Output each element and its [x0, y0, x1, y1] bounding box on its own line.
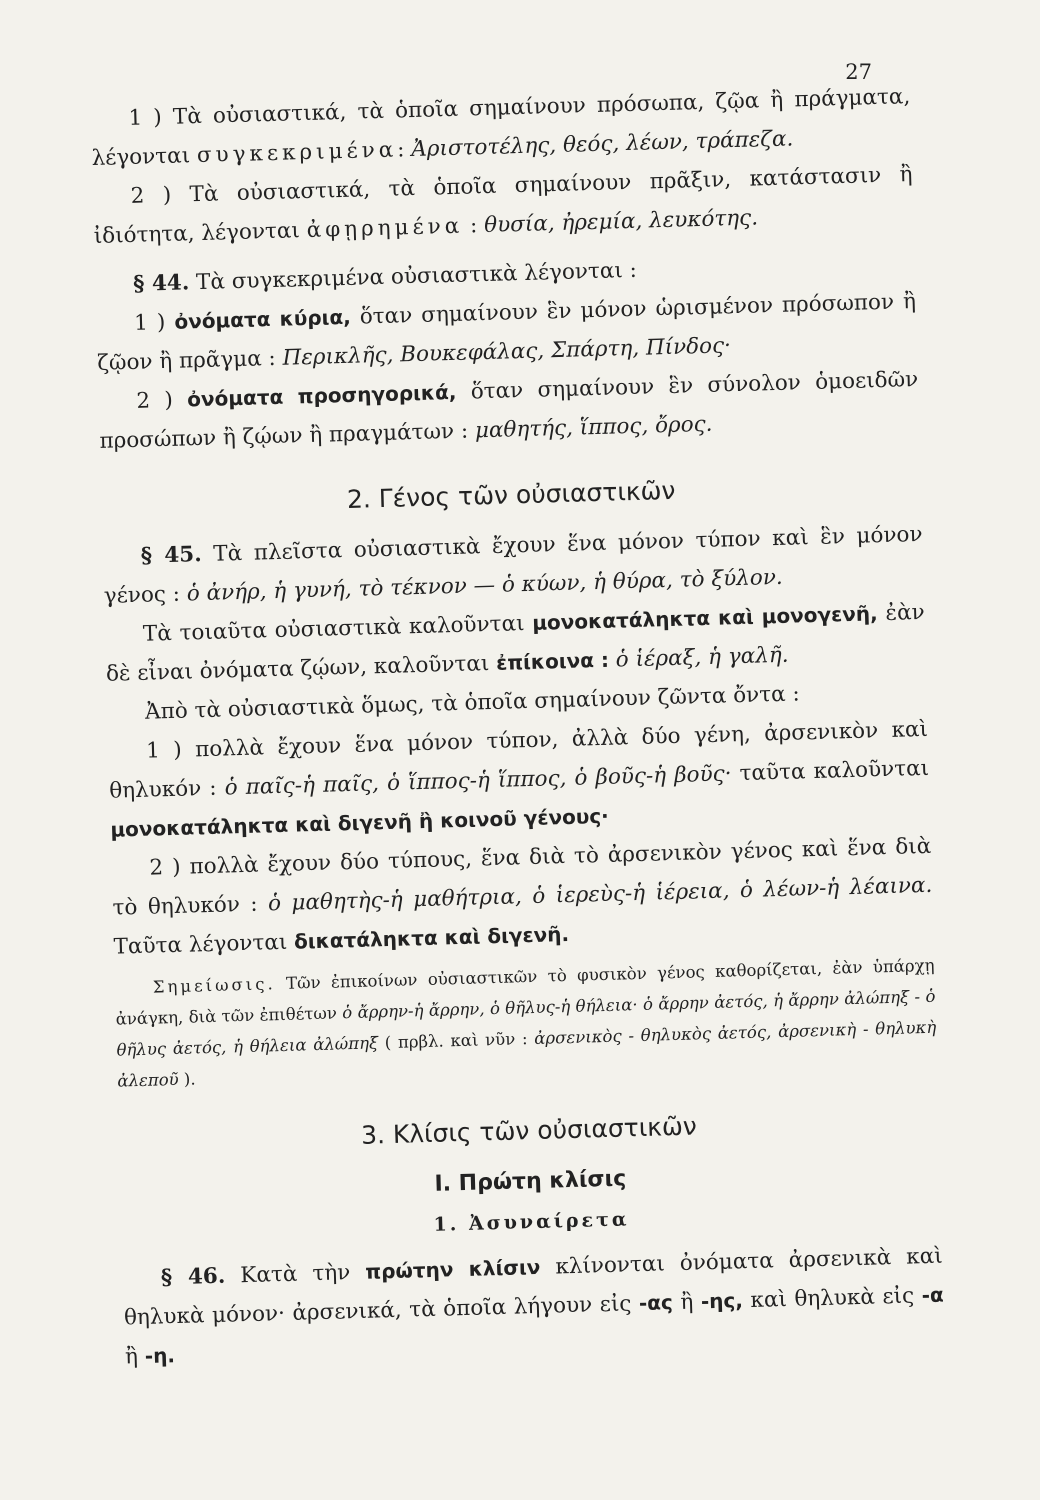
paragraph-text: Ἀπὸ τὰ οὐσιαστικὰ ὅμως, τὰ ὁποῖα σημαίνουν ζῶντα ὄντα :	[144, 681, 801, 725]
section-mark: § 46.	[160, 1263, 226, 1291]
conjunction: ἢ	[124, 1344, 139, 1370]
examples: ἀρσενικὸς - θηλυκὸς ἀετός, ἀρσενικὴ - θηλυκὴ ἀλεποῦ	[117, 1017, 937, 1091]
section-46	[122, 1237, 945, 1377]
page-number: 27	[845, 60, 872, 84]
paragraph-text: πολλὰ ἔχουν δύο τύπους, ἕνα διὰ τὸ ἀρσενικὸν γένος καὶ ἕνα διὰ τὸ θηλυκόν :	[112, 833, 932, 921]
paragraph-text: καὶ θηλυκὰ εἰς	[750, 1283, 915, 1314]
paragraph-text: Τὰ συγκεκριμένα οὐσιαστικὰ λέγονται :	[195, 257, 638, 296]
paragraph-text: Τὰ οὐσιαστικά, τὰ ὁποῖα σημαίνουν πρᾶξιν, κατάστασιν ἢ ἰδιότητα, λέγονται	[93, 162, 913, 249]
bold-term: μονοκατάληκτα καὶ διγενῆ ἢ κοινοῦ γένους·	[110, 803, 610, 842]
bold-term: ὀνόματα κύρια,	[174, 304, 352, 334]
paragraph-text: Ταῦτα λέγονται	[113, 929, 288, 960]
paragraph-text: ὅταν σημαίνουν ἓν σύνολον ὁμοειδῶν προσώπων ἢ ζῴων ἢ πραγμάτων :	[99, 366, 919, 454]
bold-term: ἐπίκοινα :	[495, 647, 610, 675]
ending: -ας	[638, 1290, 674, 1316]
examples: Ἀριστοτέλης, θεός, λέων, τράπεζα.	[410, 126, 794, 163]
heading-first-declension: Ι. Πρώτη κλίσις	[434, 1166, 627, 1197]
page-body	[90, 77, 945, 1376]
item-number: 1 )	[133, 309, 166, 336]
paragraph-text: ἐὰν δὲ εἶναι ὀνόματα ζῴων, καλοῦνται	[105, 599, 925, 687]
heading-declension: 3. Κλίσις τῶν οὐσιαστικῶν	[360, 1111, 698, 1150]
conjunction: ἢ	[680, 1289, 694, 1315]
item-number: 1 )	[145, 737, 183, 764]
ending: -α	[921, 1282, 945, 1308]
note-text: ).	[183, 1069, 196, 1089]
colon: :	[396, 137, 405, 163]
section-45-item-2	[111, 827, 934, 967]
note-text: ( πρβλ. καὶ νῦν :	[384, 1029, 528, 1053]
examples: ὁ μαθητὴς-ἡ μαθήτρια, ὁ ἱερεὺς-ἡ ἱέρεια, ὁ λέων-ἡ λέαινα.	[267, 872, 933, 917]
note	[114, 950, 937, 1097]
bold-term: πρώτην κλίσιν	[365, 1254, 541, 1284]
ending: -ης,	[700, 1288, 744, 1314]
paragraph-text: Τὰ τοιαῦτα οὐσιαστικὰ καλοῦνται	[142, 611, 525, 647]
paragraph-text: Κατὰ τὴν	[240, 1260, 351, 1289]
ending: -η.	[144, 1343, 176, 1368]
paragraph-text: Τὰ πλεῖστα οὐσιαστικὰ ἔχουν ἕνα μόνον τύπον καὶ ἓν μόνον γένος :	[103, 521, 923, 609]
item-number: 1 )	[128, 105, 163, 131]
paragraph-text: ὅταν σημαίνουν ἓν μόνον ὡρισμένον πρόσωπον ἢ ζῷον ἢ πρᾶγμα :	[97, 289, 917, 376]
examples: μαθητής, ἵππος, ὄρος.	[474, 411, 713, 444]
item-number: 2 )	[136, 387, 174, 414]
examples: ὁ ἄρρην-ἡ ἄρρην, ὁ θῆλυς-ἡ θήλεια·	[341, 995, 638, 1023]
section-45-item-1	[108, 710, 931, 850]
colon: :	[469, 213, 478, 239]
section-mark: § 44.	[132, 270, 190, 297]
bold-term: ὀνόματα προσηγορικά,	[186, 379, 457, 412]
bold-term: δικατάληκτα καὶ διγενῆ.	[293, 921, 570, 954]
heading-uncontracted: 1. Ἀσυναίρετα	[433, 1208, 630, 1236]
bold-term: μονοκατάληκτα καὶ μονογενῆ,	[531, 601, 879, 635]
note-label: Σημείωσις.	[152, 974, 276, 997]
examples: ὁ ἀνήρ, ἡ γυνή, τὸ τέκνον — ὁ κύων, ἡ θύρα, τὸ ξύλον.	[186, 564, 784, 607]
examples: ὁ παῖς-ἡ παῖς, ὁ ἵππος-ἡ ἵππος, ὁ βοῦς-ἡ βοῦς·	[224, 761, 732, 801]
spaced-term: συγκεκριμένα	[196, 137, 398, 169]
paragraph-text: ταῦτα καλοῦνται	[739, 755, 930, 787]
heading-gender: 2. Γένος τῶν οὐσιαστικῶν	[346, 475, 676, 514]
paragraph-text: πολλὰ ἔχουν ἕνα μόνον τύπον, ἀλλὰ δύο γένη, ἀρσενικὸν καὶ θηλυκόν :	[108, 716, 929, 804]
note-text: Τῶν ἐπικοίνων οὐσιαστικῶν τὸ φυσικὸν γένος καθορίζεται, ἐὰν ὑπάρχῃ ἀνάγκη, διὰ τῶν ἐπιθέτων	[115, 955, 935, 1029]
item-number: 2 )	[130, 182, 172, 209]
spaced-term: ἀφῃρημένα	[306, 213, 464, 243]
paragraph-text: κλίνονται ὀνόματα ἀρσενικὰ καὶ θηλυκὰ μόνον· ἀρσενικά, τὰ ὁποῖα λήγουν εἰς	[123, 1243, 943, 1331]
paragraph-text: Τὰ οὐσιαστικά, τὰ ὁποῖα σημαίνουν πρόσωπα, ζῷα ἢ πράγματα, λέγονται	[91, 84, 911, 171]
examples: ὁ ἄρρην ἀετός, ἡ ἄρρην ἀλώπηξ - ὁ θῆλυς ἀετός, ἡ θήλεια ἀλώπηξ	[116, 986, 936, 1060]
examples: ὁ ἱέραξ, ἡ γαλῆ.	[615, 642, 789, 673]
examples: θυσία, ἠρεμία, λευκότης.	[483, 205, 759, 239]
examples: Περικλῆς, Βουκεφάλας, Σπάρτη, Πίνδος·	[282, 333, 732, 371]
section-mark: § 45.	[140, 542, 203, 569]
item-number: 2 )	[149, 854, 181, 881]
